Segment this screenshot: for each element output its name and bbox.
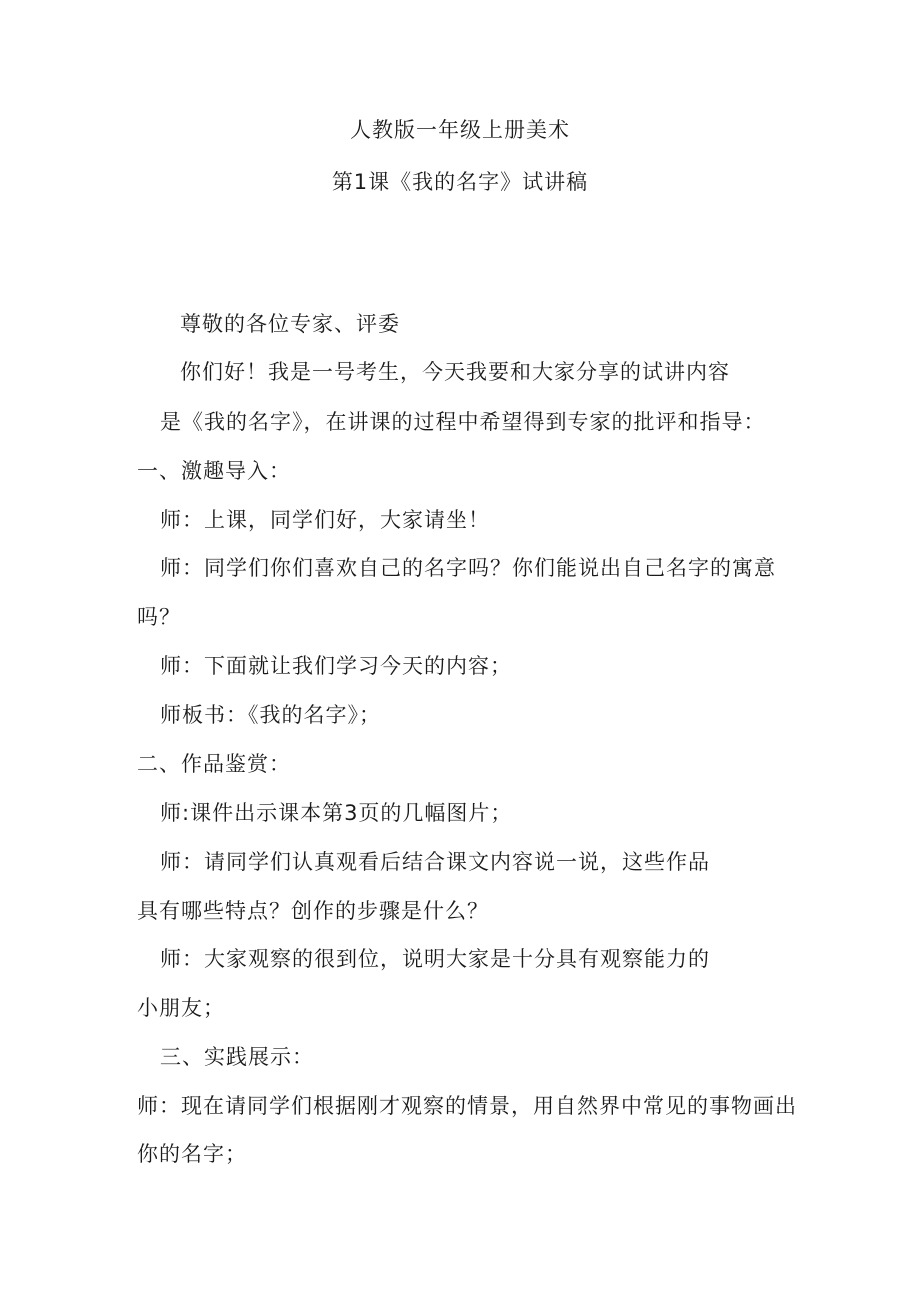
paragraph-line: 小朋友； <box>137 996 225 1020</box>
paragraph-line: 具有哪些特点？创作的步骤是什么？ <box>137 899 489 923</box>
document-subtitle: 第1课《我的名字》试讲稿 <box>331 170 589 194</box>
paragraph-line: 师板书：《我的名字》； <box>160 703 381 727</box>
paragraph-line: 师：现在请同学们根据刚才观察的情景，用自然界中常见的事物画出 <box>137 1094 797 1118</box>
paragraph-line: 师：上课，同学们好，大家请坐！ <box>160 508 490 532</box>
paragraph-line: 尊敬的各位专家、评委 <box>180 312 400 336</box>
paragraph-line: 你的名字； <box>137 1142 247 1166</box>
paragraph-line: 你们好！我是一号考生，今天我要和大家分享的试讲内容 <box>180 360 730 384</box>
paragraph-line: 师：同学们你们喜欢自己的名字吗？你们能说出自己名字的寓意 <box>160 556 776 580</box>
paragraph-line: 吗？ <box>137 605 181 629</box>
paragraph-line: 师：下面就让我们学习今天的内容； <box>160 654 512 678</box>
paragraph-line: 师：大家观察的很到位，说明大家是十分具有观察能力的 <box>160 947 710 971</box>
document-title: 人教版一年级上册美术 <box>350 118 570 142</box>
paragraph-line: 是《我的名字》，在讲课的过程中希望得到专家的批评和指导： <box>160 410 766 434</box>
section-heading: 三、实践展示： <box>160 1045 314 1069</box>
paragraph-line: 师：请同学们认真观看后结合课文内容说一说，这些作品 <box>160 850 710 874</box>
section-heading: 二、作品鉴赏： <box>137 752 291 776</box>
paragraph-line: 师:课件出示课本第3页的几幅图片； <box>160 801 513 825</box>
section-heading: 一、激趣导入： <box>137 459 291 483</box>
